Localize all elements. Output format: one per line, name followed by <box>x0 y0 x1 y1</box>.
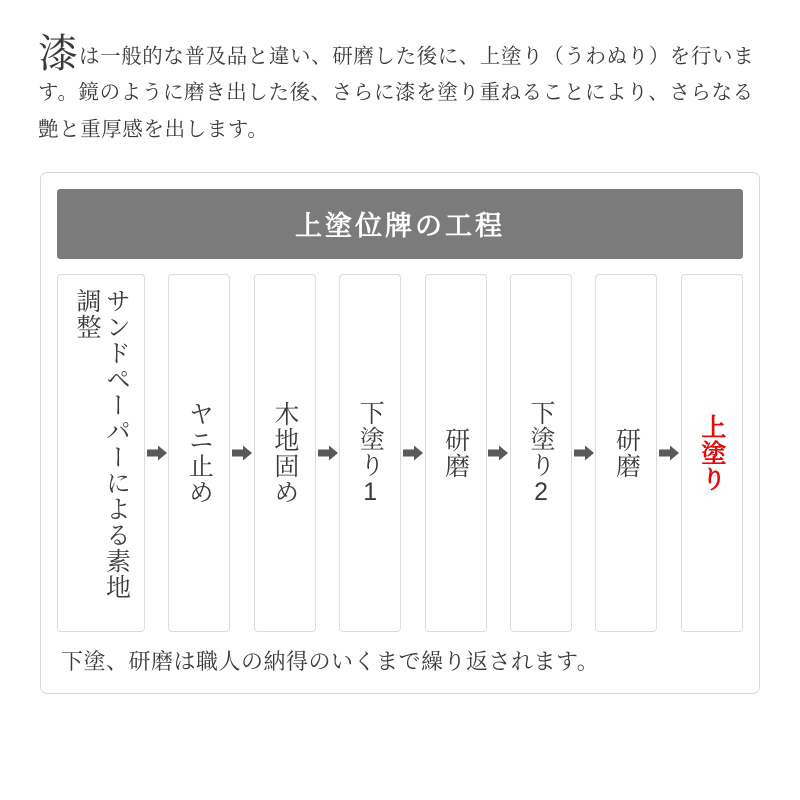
process-step-4 <box>339 274 401 632</box>
process-step-7 <box>595 274 657 632</box>
process-step-label: 研磨 <box>612 427 641 480</box>
process-step-3 <box>254 274 316 632</box>
arrow-right-icon <box>317 274 339 632</box>
process-step-label: 木地固め <box>270 401 299 506</box>
intro-dropcap: 漆 <box>38 31 78 76</box>
process-step-label: ヤニ止め <box>185 401 214 506</box>
intro-paragraph <box>38 31 762 148</box>
arrow-right-icon <box>402 274 424 632</box>
process-step-1 <box>57 274 145 632</box>
process-step-6 <box>510 274 572 632</box>
arrow-right-icon <box>487 274 509 632</box>
process-step-label: 下塗り2 <box>527 399 556 507</box>
process-flow <box>57 274 743 632</box>
process-step-label: 下塗り1 <box>356 399 385 507</box>
arrow-right-icon <box>658 274 680 632</box>
arrow-right-icon <box>146 274 168 632</box>
process-step-label: 上塗り <box>697 414 726 493</box>
intro-text: は一般的な普及品と違い、研磨した後に、上塗り（うわぬり）を行います。鏡のように磨き出した後、さらに漆を塗り重ねることにより、さらなる艶と重厚感を出します。 <box>38 46 755 141</box>
process-step-2 <box>168 274 230 632</box>
process-step-8 <box>681 274 743 632</box>
process-step-5 <box>425 274 487 632</box>
process-diagram-panel <box>40 172 760 694</box>
process-step-label: サンドペーパーによる素地調整 <box>73 288 131 601</box>
arrow-right-icon <box>573 274 595 632</box>
diagram-footnote: 下塗、研磨は職人の納得のいくまで繰り返されます。 <box>61 649 600 675</box>
process-step-label: 研磨 <box>441 427 470 480</box>
arrow-right-icon <box>231 274 253 632</box>
diagram-title: 上塗位牌の工程 <box>57 189 743 259</box>
